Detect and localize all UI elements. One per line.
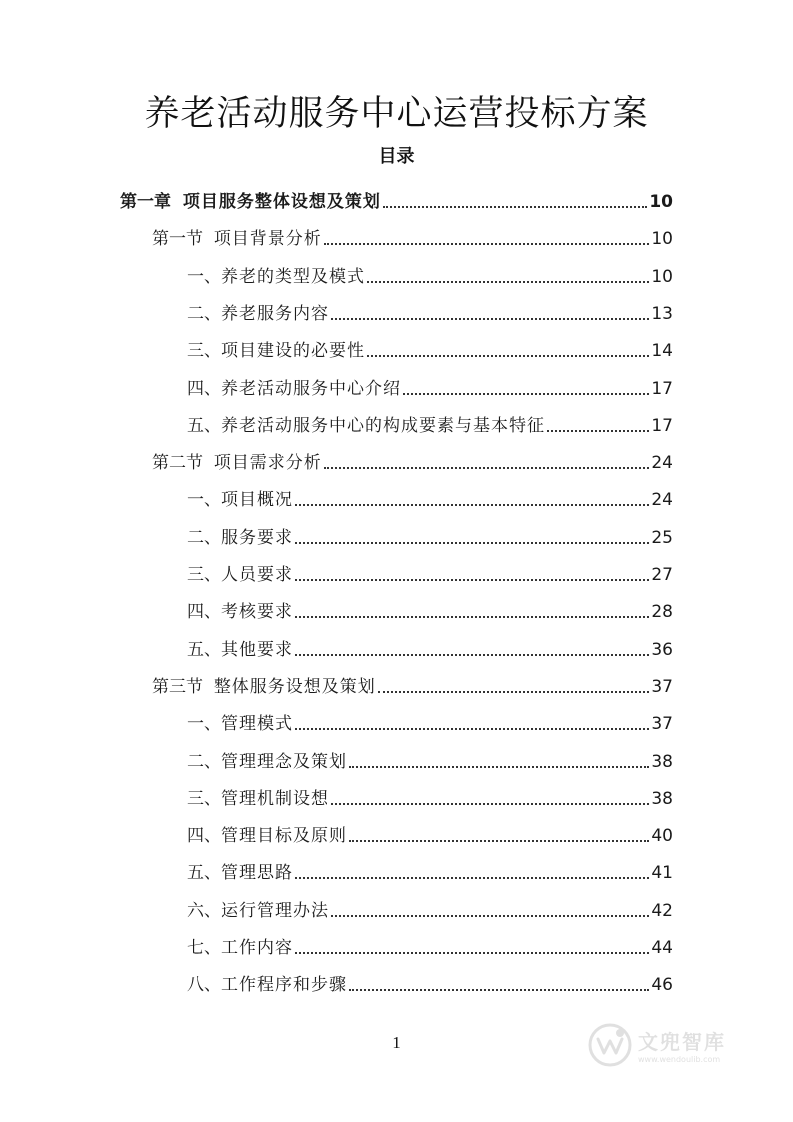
- toc-entry-title: 管理思路: [221, 863, 293, 884]
- toc-entry[interactable]: [187, 773, 673, 810]
- toc-dot-leader: [403, 393, 649, 395]
- toc-entry-title: 考核要求: [221, 602, 293, 623]
- toc-entry-page: 38: [651, 788, 673, 809]
- toc-entry-number: 第三节: [152, 676, 214, 697]
- toc-entry-page: 37: [651, 714, 673, 735]
- toc-entry-page: 10: [651, 266, 673, 287]
- toc-entry-number: 第一章: [120, 192, 183, 212]
- toc-entry-title: 管理目标及原则: [221, 826, 347, 847]
- toc-entry-page: 25: [651, 527, 673, 548]
- toc-dot-leader: [547, 430, 649, 432]
- toc-entry-number: 第一节: [152, 229, 214, 250]
- toc-entry-number: 五、: [187, 415, 221, 436]
- toc-dot-leader: [295, 504, 649, 506]
- toc-entry-number: 一、: [187, 490, 221, 511]
- toc-entry-number: 八、: [187, 975, 221, 996]
- toc-entry-page: 44: [651, 938, 673, 958]
- toc-entry-page: 17: [651, 415, 673, 436]
- toc-entry[interactable]: [152, 661, 673, 698]
- toc-entry-number: 三、: [187, 565, 221, 585]
- toc-entry[interactable]: [187, 474, 673, 511]
- toc-dot-leader: [295, 542, 649, 544]
- toc-entry-page: 42: [651, 900, 673, 921]
- toc-entry-page: 46: [651, 975, 673, 996]
- toc-entry[interactable]: [187, 549, 673, 586]
- toc-entry[interactable]: [187, 624, 673, 661]
- toc-entry[interactable]: [187, 512, 673, 549]
- toc-entry-title: 项目背景分析: [213, 229, 322, 250]
- toc-entry-number: 三、: [187, 341, 221, 362]
- toc-dot-leader: [295, 877, 649, 879]
- toc-entry-page: 10: [651, 229, 673, 250]
- toc-entry-page: 38: [651, 751, 673, 772]
- toc-entry-page: 36: [651, 639, 673, 660]
- toc-dot-leader: [324, 467, 649, 469]
- toc-entry[interactable]: [187, 847, 673, 884]
- toc-entry-title: 人员要求: [221, 565, 293, 585]
- toc-entry-page: 13: [651, 303, 673, 324]
- toc-dot-leader: [295, 616, 649, 618]
- toc-entry-title: 项目需求分析: [213, 453, 322, 474]
- toc-dot-leader: [383, 206, 647, 208]
- toc-entry-title: 管理机制设想: [221, 788, 329, 809]
- toc-entry-title: 养老活动服务中心介绍: [221, 378, 401, 399]
- toc-entry-page: 14: [651, 341, 673, 362]
- toc-entry-page: 37: [651, 676, 673, 697]
- toc-entry-title: 项目建设的必要性: [221, 341, 365, 362]
- toc-dot-leader: [331, 318, 649, 320]
- toc-entry-title: 管理理念及策划: [221, 751, 347, 772]
- watermark-url: www.wendoulib.com: [638, 1055, 721, 1064]
- toc-dot-leader: [295, 728, 649, 730]
- toc-entry[interactable]: [187, 586, 673, 623]
- document-title: 养老活动服务中心运营投标方案: [144, 94, 649, 134]
- toc-entry[interactable]: [187, 736, 673, 773]
- toc-entry-page: 24: [651, 490, 673, 511]
- toc-entry-title: 项目服务整体设想及策划: [182, 192, 381, 212]
- toc-entry[interactable]: [187, 698, 673, 735]
- toc-entry-page: 10: [649, 192, 673, 212]
- toc-entry-title: 项目概况: [221, 490, 293, 511]
- toc-entry-number: 五、: [187, 639, 221, 660]
- toc-entry[interactable]: [187, 251, 673, 288]
- toc-entry-title: 养老服务内容: [221, 303, 329, 324]
- toc-entry[interactable]: [187, 922, 673, 959]
- toc-dot-leader: [349, 766, 649, 768]
- toc-entry-page: 27: [651, 565, 673, 585]
- toc-entry-number: 一、: [187, 714, 221, 735]
- toc-entry-number: 四、: [187, 378, 221, 399]
- toc-entry[interactable]: [120, 176, 673, 213]
- toc-entry-title: 服务要求: [221, 527, 293, 548]
- toc-entry-title: 养老的类型及模式: [221, 266, 365, 287]
- toc-entry-title: 运行管理办法: [221, 900, 329, 921]
- toc-entry-number: 四、: [187, 826, 221, 847]
- toc-entry[interactable]: [187, 400, 673, 437]
- toc-entry-page: 24: [651, 453, 673, 474]
- toc-dot-leader: [295, 654, 649, 656]
- toc-entry[interactable]: [187, 810, 673, 847]
- toc-entry[interactable]: [152, 213, 673, 250]
- toc-entry-title: 整体服务设想及策划: [213, 676, 376, 697]
- page-number: 1: [392, 1033, 401, 1052]
- toc-dot-leader: [331, 915, 649, 917]
- toc-entry-number: 三、: [187, 788, 221, 809]
- wendou-logo-icon: [588, 1023, 632, 1067]
- toc-entry-number: 四、: [187, 602, 221, 623]
- toc-dot-leader: [367, 355, 649, 357]
- toc-entry-page: 28: [651, 602, 673, 623]
- toc-entry-title: 其他要求: [221, 639, 293, 660]
- toc-dot-leader: [349, 840, 649, 842]
- toc-entry-title: 管理模式: [221, 714, 293, 735]
- toc-heading: 目录: [378, 146, 415, 167]
- toc-entry-number: 二、: [187, 303, 221, 324]
- toc-entry[interactable]: [152, 437, 673, 474]
- toc-entry-number: 七、: [187, 938, 221, 958]
- toc-entry-page: 17: [651, 378, 673, 399]
- toc-entry[interactable]: [187, 885, 673, 922]
- toc-entry-title: 工作程序和步骤: [221, 975, 347, 996]
- toc-dot-leader: [331, 803, 649, 805]
- toc-entry[interactable]: [187, 959, 673, 996]
- toc-entry-number: 五、: [187, 863, 221, 884]
- toc-entry-title: 养老活动服务中心的构成要素与基本特征: [221, 415, 545, 436]
- toc-entry-number: 第二节: [152, 453, 214, 474]
- toc-dot-leader: [295, 579, 649, 581]
- toc-dot-leader: [367, 281, 649, 283]
- watermark: [588, 1020, 758, 1070]
- toc-entry[interactable]: [187, 288, 673, 325]
- toc-entry-page: 41: [651, 863, 673, 884]
- toc-entry-number: 二、: [187, 527, 221, 548]
- toc-dot-leader: [295, 952, 649, 954]
- toc-entry[interactable]: [187, 363, 673, 400]
- toc-entry-number: 二、: [187, 751, 221, 772]
- toc-entry-title: 工作内容: [221, 938, 293, 958]
- toc-dot-leader: [378, 691, 649, 693]
- watermark-name: 文兜智库: [638, 1030, 726, 1054]
- toc-entry-number: 一、: [187, 266, 221, 287]
- toc-dot-leader: [324, 243, 649, 245]
- toc-entry-number: 六、: [187, 900, 221, 921]
- toc-entry[interactable]: [187, 325, 673, 362]
- toc-entry-page: 40: [651, 826, 673, 847]
- toc-dot-leader: [349, 989, 649, 991]
